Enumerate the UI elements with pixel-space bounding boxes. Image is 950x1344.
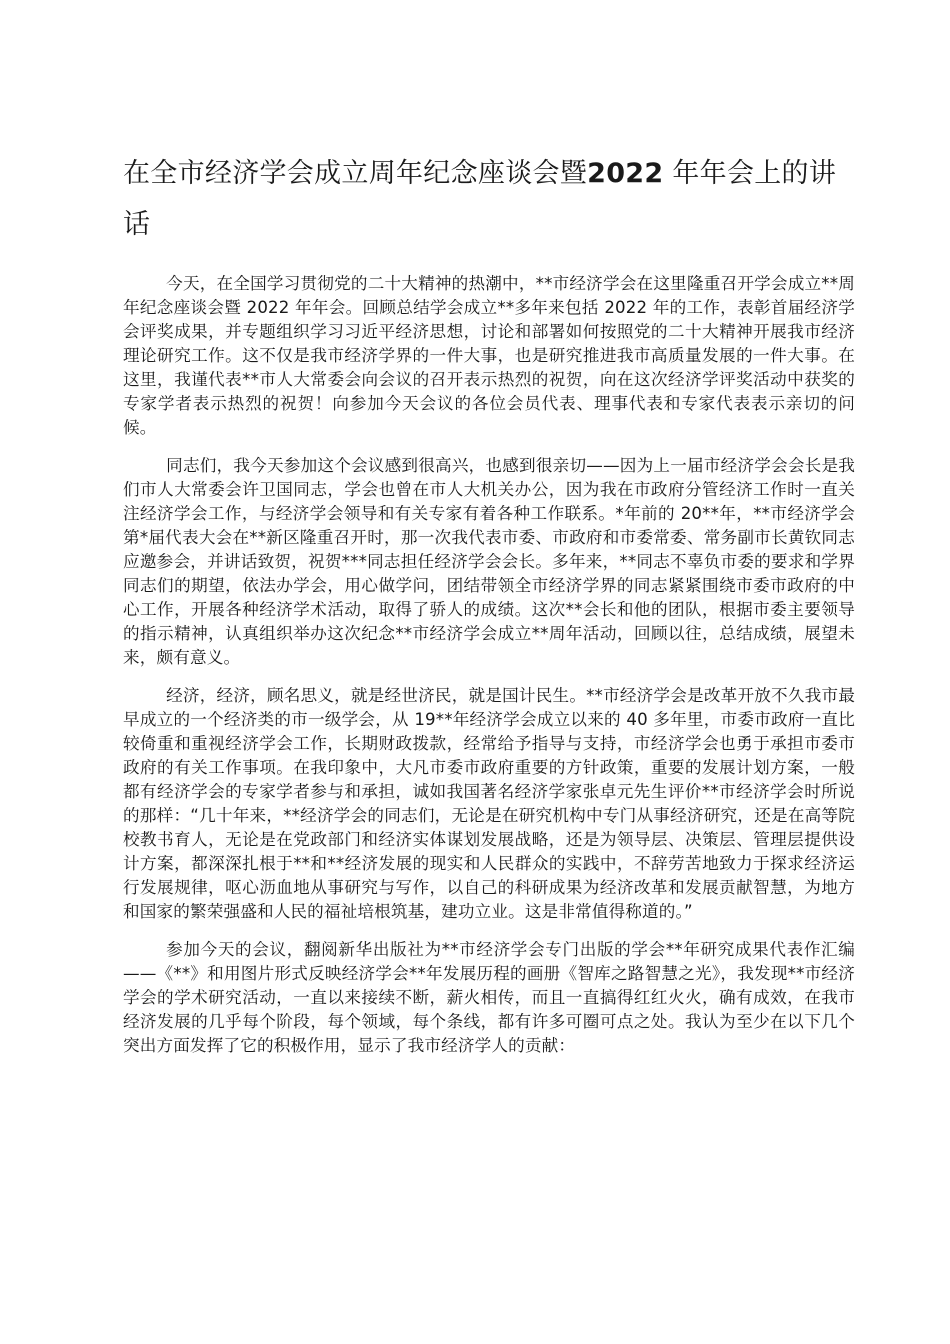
title-text-part2: 年年会上的讲话 — [123, 158, 837, 240]
paragraph-3: 经济，经济，顾名思义，就是经世济民，就是国计民生。**市经济学会是改革开放不久我市最早成立的一个经济类的市一级学会，从 19**年经济学会成立以来的 40 多年里，市委市政府一直比较倚重和重视经济学会工作，长期财政拨款，经常给予指导与支持，市经济学会也勇于承担市委市政府的有关工作事项。在我印象中，大凡市委市政府重要的方针政策，重要的发展计划方案，一般都有经济学会的专家学者参与和承担，诚如我国著名经济学家张卓元先生评价**市经济学会时所说的那样：“几十年来，**经济学会的同志们，无论是在研究机构中专门从事经济研究，还是在高等院校教书育人，无论是在党政部门和经济实体谋划发展战略，还是为领导层、决策层、管理层提供设计方案，都深深扎根于**和**经济发展的现实和人民群众的实践中，不辞劳苦地致力于探求经济运行发展规律，呕心沥血地从事研究与写作，以自己的科研成果为经济改革和发展贡献智慧，为地方和国家的繁荣强盛和人民的福祉培根筑基，建功立业。这是非常值得称道的。” — [123, 686, 855, 921]
paragraph-1: 今天，在全国学习贯彻党的二十大精神的热潮中，**市经济学会在这里隆重召开学会成立**周年纪念座谈会暨 2022 年年会。回顾总结学会成立**多年来包括 2022 年的工作，表彰首届经济学会评奖成果，并专题组织学习习近平经济思想，讨论和部署如何按照党的二十大精神开展我市经济理论研究工作。这不仅是我市经济学界的一件大事，也是研究推进我市高质量发展的一件大事。在这里，我谨代表**市人大常委会向会议的召开表示热烈的祝贺，向在这次经济学评奖活动中获奖的专家学者表示热烈的祝贺！向参加今天会议的各位会员代表、理事代表和专家代表表示亲切的问候。 — [123, 274, 855, 437]
paragraph-2: 同志们，我今天参加这个会议感到很高兴，也感到很亲切——因为上一届市经济学会会长是我们市人大常委会许卫国同志，学会也曾在市人大机关办公，因为我在市政府分管经济工作时一直关注经济学会工作，与经济学会领导和有关专家有着各种工作联系。*年前的 20**年，**市经济学会第*届代表大会在**新区隆重召开时，那一次我代表市委、市政府和市委常委、常务副市长黄钦同志应邀参会，并讲话致贺，祝贺***同志担任经济学会会长。多年来，**同志不辜负市委的要求和学界同志们的期望，依法办学会，用心做学问，团结带领全市经济学界的同志紧紧围绕市委市政府的中心工作，开展各种经济学术活动，取得了骄人的成绩。这次**会长和他的团队，根据市委主要领导的指示精神，认真组织举办这次纪念**市经济学会成立**周年活动，回顾以往，总结成绩，展望未来，颇有意义。 — [123, 456, 855, 667]
paragraph-4: 参加今天的会议，翻阅新华出版社为**市经济学会专门出版的学会**年研究成果代表作汇编——《**》和用图片形式反映经济学会**年发展历程的画册《智库之路智慧之光》，我发现**市经济学会的学术研究活动，一直以来接续不断，薪火相传，而且一直搞得红红火火，确有成效，在我市经济发展的几乎每个阶段，每个领域，每个条线，都有许多可圈可点之处。我认为至少在以下几个突出方面发挥了它的积极作用，显示了我市经济学人的贡献： — [123, 940, 855, 1055]
title-year: 2022 — [587, 158, 664, 189]
document-page — [123, 148, 855, 1072]
page-title — [123, 148, 855, 250]
title-text-part1: 在全市经济学会成立周年纪念座谈会暨 — [123, 158, 588, 189]
